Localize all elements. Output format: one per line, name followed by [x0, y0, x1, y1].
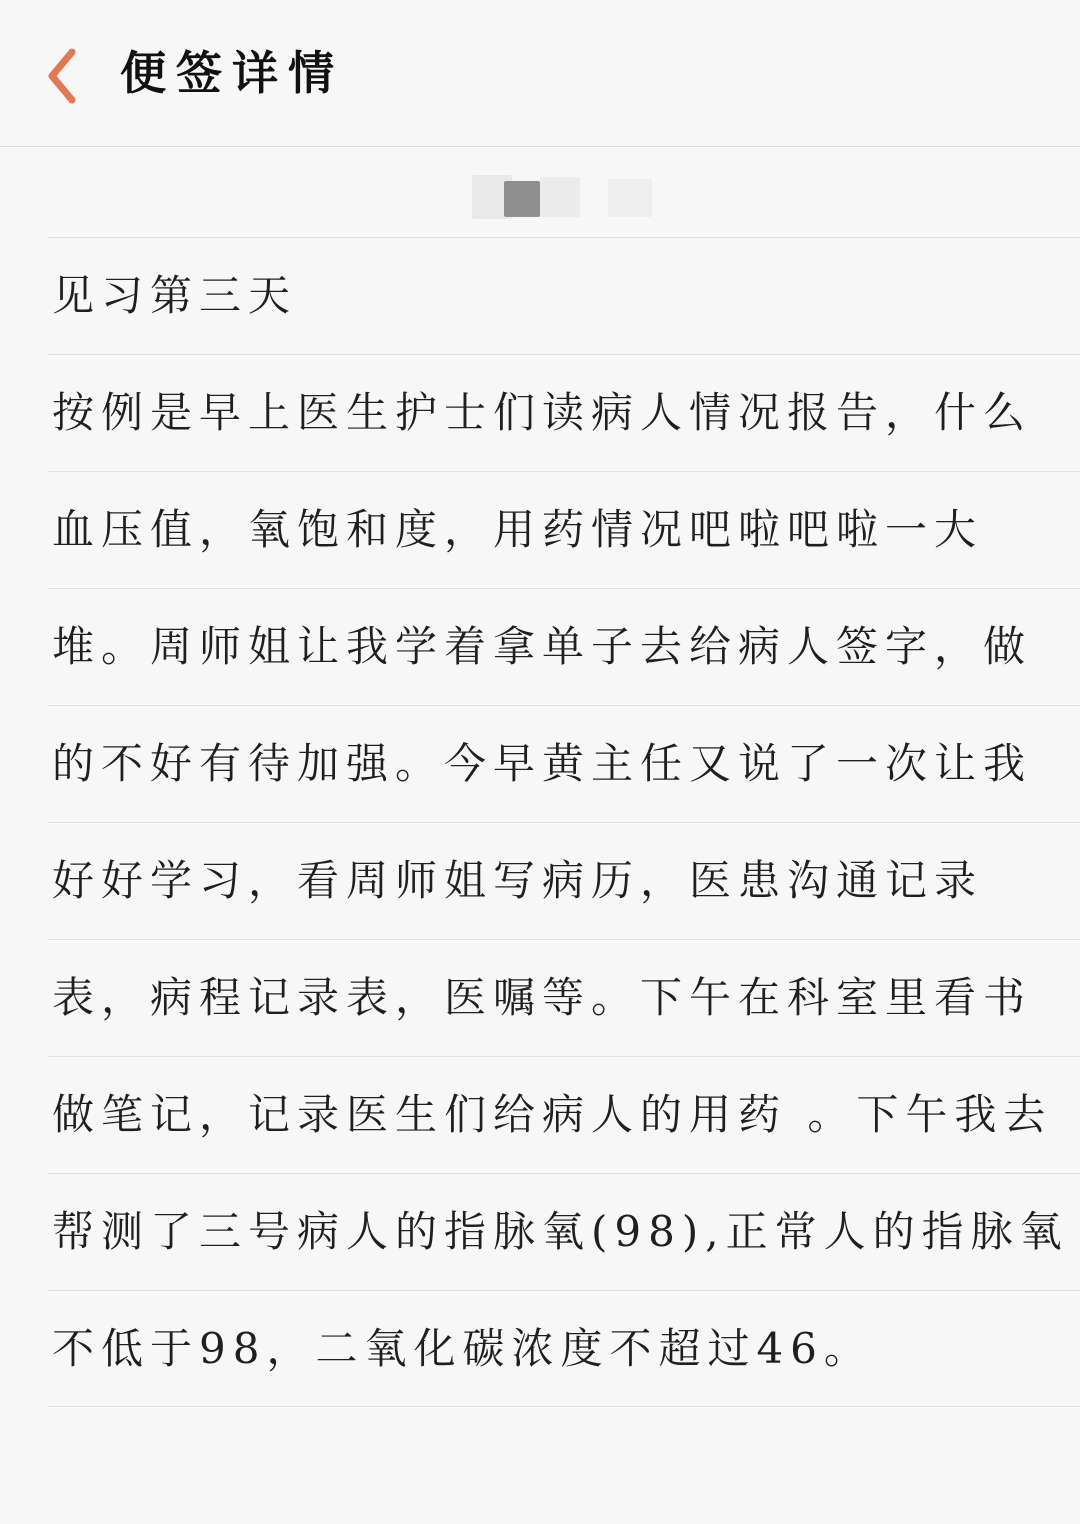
redaction-block — [540, 177, 580, 217]
note-line: 血压值，氧饱和度，用药情况吧啦吧啦一大 — [48, 471, 1080, 588]
redaction-block — [504, 181, 540, 217]
chevron-left-icon — [38, 44, 94, 108]
back-button[interactable] — [38, 44, 94, 108]
redaction-block — [608, 179, 652, 217]
note-content[interactable] — [48, 237, 1080, 1407]
redacted-date — [0, 147, 1080, 237]
redaction-fade — [486, 225, 676, 237]
note-body — [0, 147, 1080, 1407]
note-line: 做笔记，记录医生们给病人的用药 。下午我去 — [48, 1056, 1080, 1173]
note-line: 好好学习，看周师姐写病历，医患沟通记录 — [48, 822, 1080, 939]
note-line: 的不好有待加强。今早黄主任又说了一次让我 — [48, 705, 1080, 822]
note-line: 帮测了三号病人的指脉氧(98),正常人的指脉氧 — [48, 1173, 1080, 1290]
note-title: 见习第三天 — [48, 237, 1080, 354]
note-line: 按例是早上医生护士们读病人情况报告，什么 — [48, 354, 1080, 471]
note-line: 不低于98，二氧化碳浓度不超过46。 — [48, 1290, 1080, 1407]
note-line: 表，病程记录表，医嘱等。下午在科室里看书 — [48, 939, 1080, 1056]
page-title: 便签详情 — [120, 46, 344, 100]
note-line: 堆。周师姐让我学着拿单子去给病人签字，做 — [48, 588, 1080, 705]
top-bar — [0, 0, 1080, 147]
